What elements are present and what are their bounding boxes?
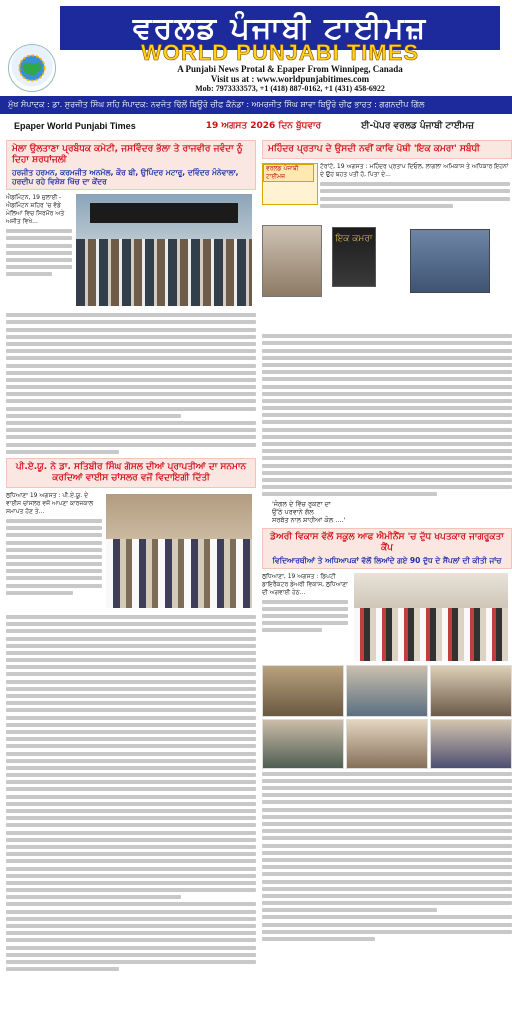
dairy-photo-6 bbox=[346, 719, 428, 769]
masthead-tagline: A Punjabi News Protal & Epaper From Winnipeg, Canada bbox=[177, 64, 403, 74]
masthead bbox=[0, 0, 512, 92]
story-right2-headline: ਡੇਅਰੀ ਵਿਕਾਸ ਵੱਲੋਂ ਸਕੂਲ ਆਫ ਐਮੀਨੈਂਸ 'ਚ ਦੁੱਧ ਖਪਤਕਾਰ ਜਾਗਰੂਕਤਾ ਕੈਂਪ bbox=[270, 531, 504, 553]
story-left1-subhead: ਹਰਜੀਤ ਹਰਮਨ, ਕਰਮਜੀਤ ਅਨਮੋਲ, ਕੌਰ ਬੀ, ਉਪਿੰਦਰ ਮਟਾਰੂ, ਦਵਿੰਦਰ ਮੰਨੇਵਾਲਾ, ਹਰਦੀਪ ਰਹੇ ਵਿਸ਼ੇਸ਼ ਖਿੱਚ ਦਾ ਕੇਂਦਰ bbox=[12, 168, 239, 186]
story-left2-text bbox=[6, 519, 102, 595]
story-left1-header bbox=[6, 140, 256, 190]
dateline-date: 19 ਅਗਸਤ 2026 ਦਿਨ ਬੁੱਧਵਾਰ bbox=[205, 121, 322, 131]
masthead-title-english: WORLD PUNJABI TIMES bbox=[140, 40, 420, 65]
story-right2-lead: ਲੁਧਿਆਣਾ, 19 ਅਗਸਤ : ਡਿਪਟੀ ਡਾਇਰੈਕਟਰ ਡੇਅਰੀ ਵਿਕਾਸ, ਲੁਧਿਆਣਾ ਦੀ ਅਗਵਾਈ ਹੇਠ... bbox=[262, 572, 348, 596]
masthead-contacts: Mob: 7973333573, +1 (418) 887-0162, +1 (431) 458-6922 bbox=[195, 84, 385, 93]
story-right1-text bbox=[320, 182, 510, 208]
news-badge-label: ਵਰਲਡ ਪੰਜਾਬੀ ਟਾਈਮਜ਼ bbox=[263, 164, 314, 182]
story-left2-top bbox=[6, 492, 256, 612]
story-right1-photos bbox=[262, 221, 512, 331]
dateline-left: Epaper World Punjabi Times bbox=[14, 121, 136, 131]
poet-photo bbox=[410, 229, 490, 293]
story-left2-body bbox=[6, 615, 256, 971]
story-left2-lead: ਲੁਧਿਆਣਾ 19 ਅਗਸਤ : ਪੀ.ਏ.ਯੂ. ਦੇ ਵਾਈਸ ਚਾਂਸਲਰ ਵਜੋਂ ਆਪਣਾ ਕਾਰਜਕਾਲ ਸਮਾਪਤ ਹੋਣ ਤੇ... bbox=[6, 491, 94, 515]
dairy-photo-7 bbox=[430, 719, 512, 769]
story-right1-lead: ਟੋਰਾਂਟੋ, 19 ਅਗਸਤ : ਮਹਿੰਦਰ ਪ੍ਰਤਾਪ ਦਿਓਲ, ਲਾਗਲਾ ਅਮਿਕਾਸ ਤੇ ਅਧਿਕਾਰ ਇਹਨਾਂ ਦੇ ਉਹ ਬਹਤ ਪਤੀ ਹੋ, ਪਿਤਾ ਦੇ... bbox=[320, 163, 509, 178]
mela-group-photo bbox=[76, 194, 252, 306]
globe-icon bbox=[14, 50, 50, 86]
story-right2-top bbox=[262, 573, 512, 665]
story-right1-header bbox=[262, 140, 512, 159]
news-badge bbox=[262, 163, 318, 205]
story-right2-subhead: ਵਿਦਿਆਰਥੀਆਂ ਤੇ ਅਧਿਆਪਕਾਂ ਵੱਲੋਂ ਲਿਆਂਦੇ ਗਏ 90 ਦੁੱਧ ਦੇ ਸੈਂਪਲਾਂ ਦੀ ਕੀਤੀ ਜਾਂਚ bbox=[272, 555, 502, 565]
masthead-website[interactable]: Visit us at : www.worldpunjabitimes.com bbox=[210, 74, 370, 84]
pau-farewell-photo bbox=[106, 494, 252, 608]
author-portrait bbox=[262, 225, 322, 297]
dairy-photo-2 bbox=[262, 665, 344, 717]
dairy-photo-grid bbox=[262, 665, 512, 769]
book-cover bbox=[332, 227, 376, 287]
poem-excerpt bbox=[272, 500, 512, 524]
poem-line-1: 'ਜੰਗਲ ਦੇ ਵਿੱਚ ਰੁਕਣਾ ਦਾ bbox=[272, 499, 331, 508]
dairy-photo-5 bbox=[262, 719, 344, 769]
dairy-photo-4 bbox=[430, 665, 512, 717]
story-right2-header bbox=[262, 528, 512, 569]
left-column bbox=[6, 140, 256, 974]
globe-logo bbox=[8, 44, 56, 92]
story-right1-top bbox=[262, 163, 512, 221]
story-right1-headline: ਮਹਿੰਦਰ ਪ੍ਰਤਾਪ ਦੇ ਉਸਦੀ ਨਵੀਂ ਕਾਵਿ ਪੋਥੀ 'ਇਕ ਕਮਰਾ' ਸਬੰਧੀ bbox=[268, 144, 480, 154]
dairy-photo-3 bbox=[346, 665, 428, 717]
poem-line-3: ਸਰਬੱਤ ਨਾਲ ਸ਼ਾਹੀਆਂ ਕੋਲ ....' bbox=[272, 515, 346, 524]
editors-bar: ਮੁੱਖ ਸੰਪਾਦਕ : ਡਾ. ਸੁਰਜੀਤ ਸਿੰਘ ਸਹਿ ਸੰਪਾਦਕ: ਨਵਜੋਤ ਢਿੱਲੋਂ ਬਿਊਰੋ ਚੀਫ ਕੈਨੇਡਾ : ਅਮਰਜੀਤ ਸਿੰਘ ਸ਼ਾਵਾ ਬਿਊਰੋ ਚੀਫ ਭਾਰਤ : ਗਗਨਦੀਪ ਗਿੱਲ bbox=[0, 96, 512, 114]
story-left1-headline: ਮੇਲਾ ਉਲਤਾਣਾ ਪ੍ਰਬੰਧਕ ਕਮੇਟੀ, ਜਸਵਿੰਦਰ ਭੱਲਾ ਤੇ ਰਾਜਵੀਰ ਜਵੰਦਾ ਨੂੰ ਦਿਹਾ ਸ਼ਰਧਾਂਜਲੀ bbox=[12, 144, 243, 165]
story-left1-text bbox=[6, 229, 72, 276]
poem-line-2: ਉੱਠੇ ਪਰਵਾਨੇ ਗੱਲ bbox=[272, 507, 314, 516]
story-left1-top bbox=[6, 194, 256, 310]
story-right2-body bbox=[262, 772, 512, 941]
story-left1-body bbox=[6, 313, 256, 454]
dateline-right: ਈ-ਪੇਪਰ ਵਰਲਡ ਪੰਜਾਬੀ ਟਾਈਮਜ਼ bbox=[361, 121, 475, 131]
dairy-camp-photo-1 bbox=[354, 573, 508, 661]
right-column bbox=[262, 140, 512, 944]
story-right2-text bbox=[262, 600, 348, 633]
masthead-title-punjabi: ਵਰਲਡ ਪੰਜਾਬੀ ਟਾਈਮਜ਼ bbox=[60, 6, 500, 50]
story-left1-lead: ਐਡਮਿੰਟਨ, 19 ਜੁਲਾਈ - ਐਡਮਿੰਟਨ ਸ਼ਹਿਰ 'ਚ ਵੱਡੇ ਮੇਲਿਆਂ ਵਿਚ ਸਿਰਮੌਰ ਅਤੇ ਅਜੀਤ ਵਿਖੇ... bbox=[6, 194, 65, 225]
story-left2-header bbox=[6, 458, 256, 488]
story-left2-headline: ਪੀ.ਏ.ਯੂ. ਨੇ ਡਾ. ਸਤਿਬੀਰ ਸਿੰਘ ਗੋਸਲ ਦੀਆਂ ਪ੍ਰਾਪਤੀਆਂ ਦਾ ਸਨਮਾਨ ਕਰਦਿਆਂ ਵਾਈਸ ਚਾਂਸਲਰ ਵਜੋਂ ਵਿਦਾਇਗੀ ਦਿੱਤੀ bbox=[15, 461, 247, 483]
book-cover-title: ਇਕ ਕਮਰਾ bbox=[335, 234, 373, 244]
dateline bbox=[0, 118, 512, 134]
story-right1-body bbox=[262, 334, 512, 496]
